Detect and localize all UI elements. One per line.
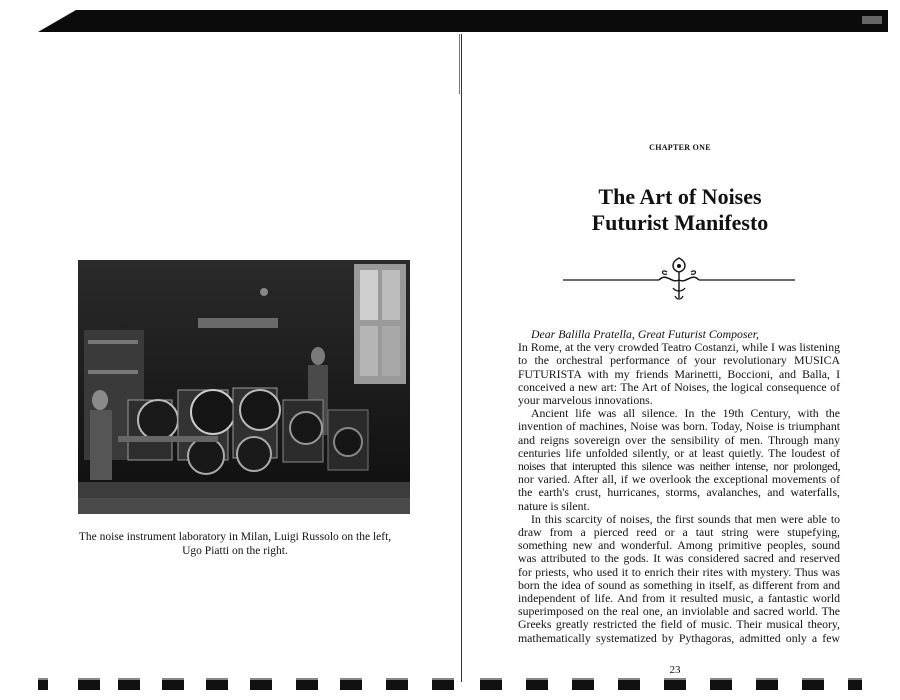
scan-top-edge bbox=[38, 10, 888, 32]
book-spine bbox=[461, 34, 462, 682]
noise-laboratory-photo bbox=[78, 260, 410, 514]
body-line: invention of machines, Noise was born. Today, Noise is triumphant bbox=[518, 419, 840, 434]
caption-line: The noise instrument laboratory in Milan, Luigi Russolo on the left, bbox=[78, 531, 392, 543]
book-spine-shadow bbox=[459, 34, 460, 94]
body-line: born the idea of sound as something in itself, as different from and bbox=[518, 577, 840, 592]
chapter-title bbox=[480, 184, 880, 236]
fleuron-ornament-icon bbox=[563, 252, 795, 306]
body-line: centuries life unfolded silently, or at least quietly. The loudest of bbox=[518, 445, 840, 460]
body-line: FUTURISTA with my friends Marinetti, Boccioni, and Balla, I bbox=[518, 366, 840, 381]
body-line: nor varied. After all, if we overlook the exceptional movements of bbox=[518, 472, 840, 487]
scan-bottom-edge bbox=[20, 672, 890, 692]
caption-line: Ugo Piatti on the right. bbox=[182, 545, 288, 557]
chapter-label: CHAPTER ONE bbox=[649, 143, 711, 152]
body-line: mathematically systematized by Pythagoras, admitted only a few bbox=[518, 630, 840, 645]
title-line: The Art of Noises bbox=[598, 184, 762, 209]
body-line: noises that interupted this silence was neither intense, nor prolonged, bbox=[518, 459, 840, 474]
body-line: conceived a new art: The Art of Noises, the logical consequence of bbox=[518, 379, 840, 394]
body-line: the earth's crust, hurricanes, storms, avalanches, and waterfalls, bbox=[518, 485, 840, 500]
body-line: to the orchestral performance of your revolutionary MUSICA bbox=[518, 353, 840, 368]
salutation-line: Dear Balilla Pratella, Great Futurist Composer, bbox=[531, 327, 759, 341]
body-line: In this scarcity of noises, the first sounds that men were able to bbox=[531, 511, 840, 526]
body-line: your marvelous innovations. bbox=[518, 393, 653, 408]
body-line: and reigns sovereign over the sensibility of men. Through many bbox=[518, 432, 840, 447]
body-line: independent of life. And from it resulted music, a fantastic world bbox=[518, 591, 840, 606]
body-line: something new and wonderful. Among primitive peoples, sound bbox=[518, 538, 840, 553]
body-line: superimposed on the real one, an inviolable and sacred world. The bbox=[518, 604, 840, 619]
body-line: In Rome, at the very crowded Teatro Costanzi, while I was listening bbox=[518, 340, 840, 355]
page-number: 23 bbox=[669, 664, 681, 676]
body-line: draw from a pierced reed or a taut string were stupefying, bbox=[518, 525, 840, 540]
title-line: Futurist Manifesto bbox=[591, 210, 769, 235]
body-line: nature is silent. bbox=[518, 498, 590, 513]
body-line: was attributed to the gods. It was considered sacred and reserved bbox=[518, 551, 840, 566]
body-line: for priests, who used it to enrich their rites with mystery. Thus was bbox=[518, 564, 840, 579]
manifesto-body-text bbox=[518, 328, 840, 645]
photo-caption bbox=[60, 530, 410, 558]
body-line: Greeks greatly restricted the field of music. Their musical theory, bbox=[518, 617, 840, 632]
body-line: Ancient life was all silence. In the 19th Century, with the bbox=[531, 406, 840, 421]
